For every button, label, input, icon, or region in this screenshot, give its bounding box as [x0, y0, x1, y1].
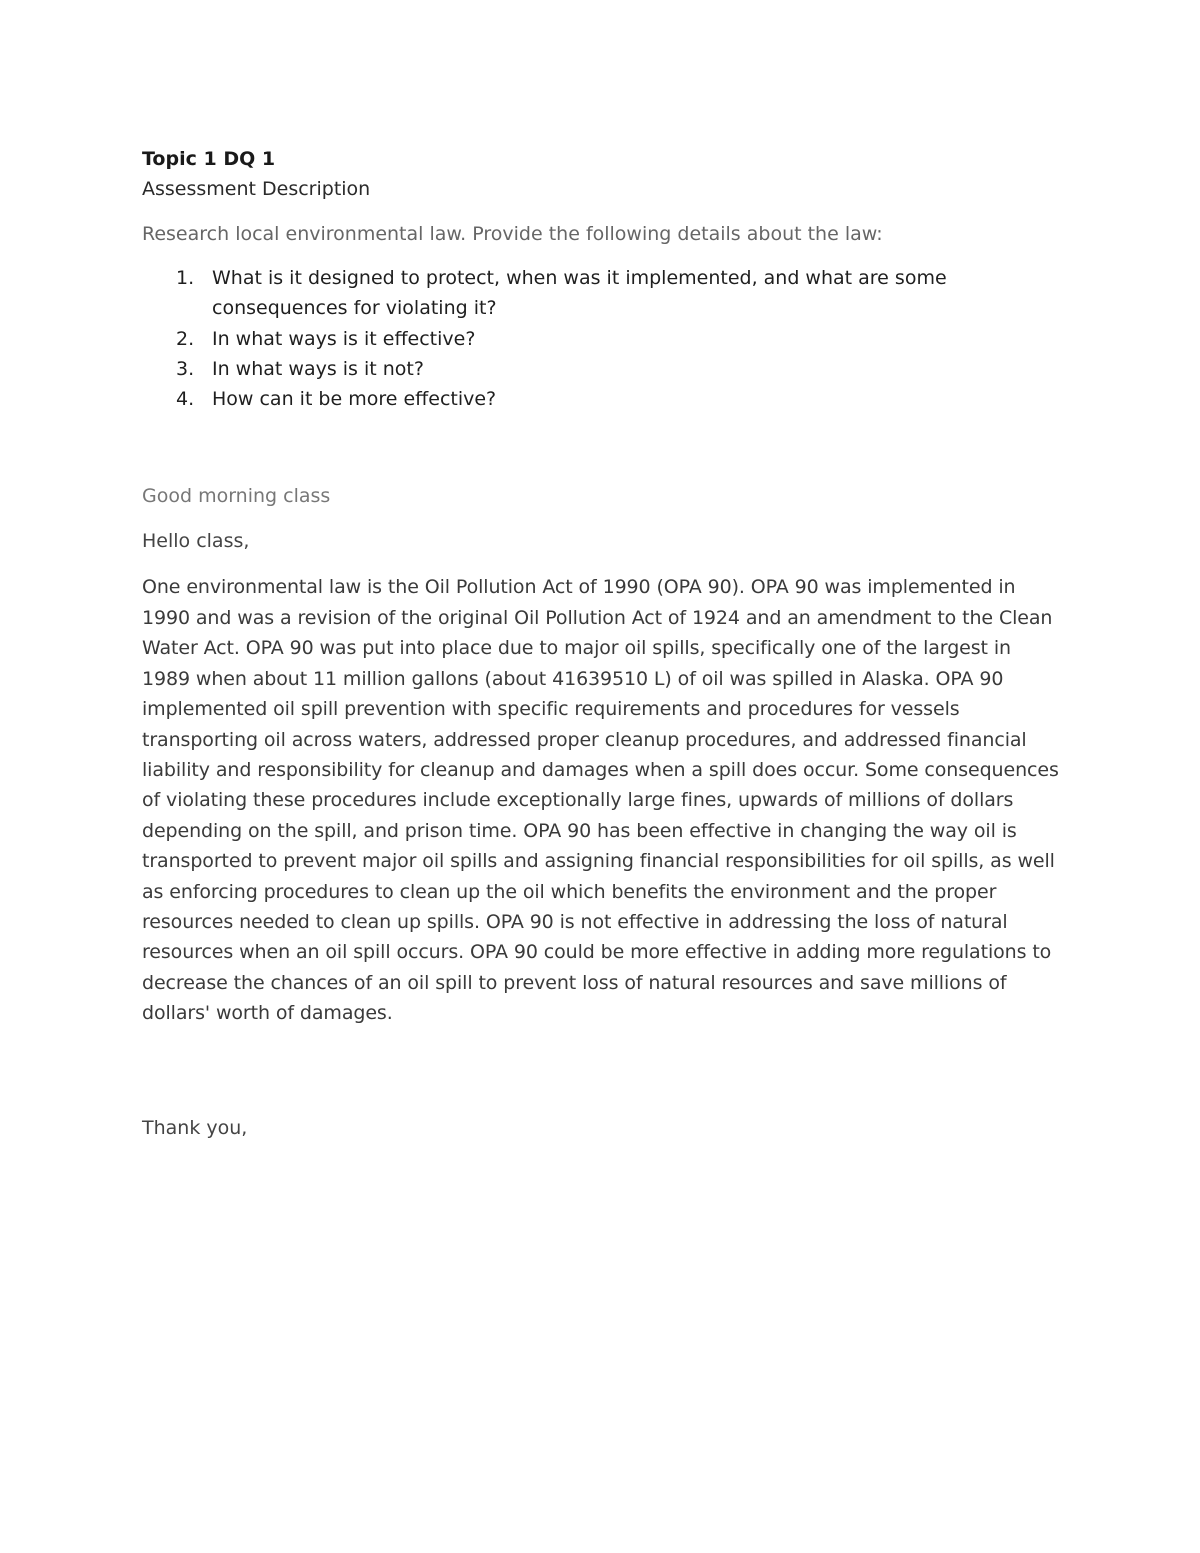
- question-text: How can it be more effective?: [212, 388, 497, 411]
- question-number: 2.: [176, 327, 195, 350]
- greeting-line: Good morning class: [142, 485, 331, 508]
- question-item: [142, 263, 1062, 324]
- question-text: In what ways is it effective?: [212, 327, 476, 350]
- closing-line: Thank you,: [142, 1116, 248, 1139]
- salutation-line: Hello class,: [142, 530, 250, 553]
- question-text: In what ways is it not?: [212, 357, 424, 380]
- question-number: 3.: [176, 357, 195, 380]
- question-number: 4.: [176, 388, 195, 411]
- question-number: 1.: [176, 267, 195, 289]
- question-text: What is it designed to protect, when was it implemented, and what are some consequences for violating it?: [212, 267, 947, 320]
- question-item: [142, 324, 1062, 354]
- question-item: [142, 384, 1062, 414]
- assessment-intro: Research local environmental law. Provide the following details about the law:: [142, 223, 883, 245]
- document-title: Topic 1 DQ 1: [142, 148, 276, 170]
- question-list: [142, 263, 1062, 414]
- assessment-heading: Assessment Description: [142, 178, 371, 200]
- response-paragraph: One environmental law is the Oil Pollution Act of 1990 (OPA 90). OPA 90 was implemented in 1990 and was a revision of the original Oil Pollution Act of 1924 and an amendment to the Clean Water Act. OPA 90 was put into place due to major oil spills, specifically one of the largest in 1989 when about 11 million gallons (about 41639510 L) of oil was spilled in Alaska. OPA 90 implemented oil spill prevention with specific requirements and procedures for vessels transporting oil across waters, addressed proper cleanup procedures, and addressed financial liability and responsibility for cleanup and damages when a spill does occur. Some consequences of violating these procedures include exceptionally large fines, upwards of millions of dollars depending on the spill, and prison time. OPA 90 has been effective in changing the way oil is transported to prevent major oil spills and assigning financial responsibilities for oil spills, as well as enforcing procedures to clean up the oil which benefits the environment and the proper resources needed to clean up spills. OPA 90 is not effective in addressing the loss of natural resources when an oil spill occurs. OPA 90 could be more effective in adding more regulations to decrease the chances of an oil spill to prevent loss of natural resources and save millions of dollars' worth of damages.: [142, 576, 1059, 1025]
- question-item: [142, 354, 1062, 384]
- document-content: [142, 144, 1062, 1143]
